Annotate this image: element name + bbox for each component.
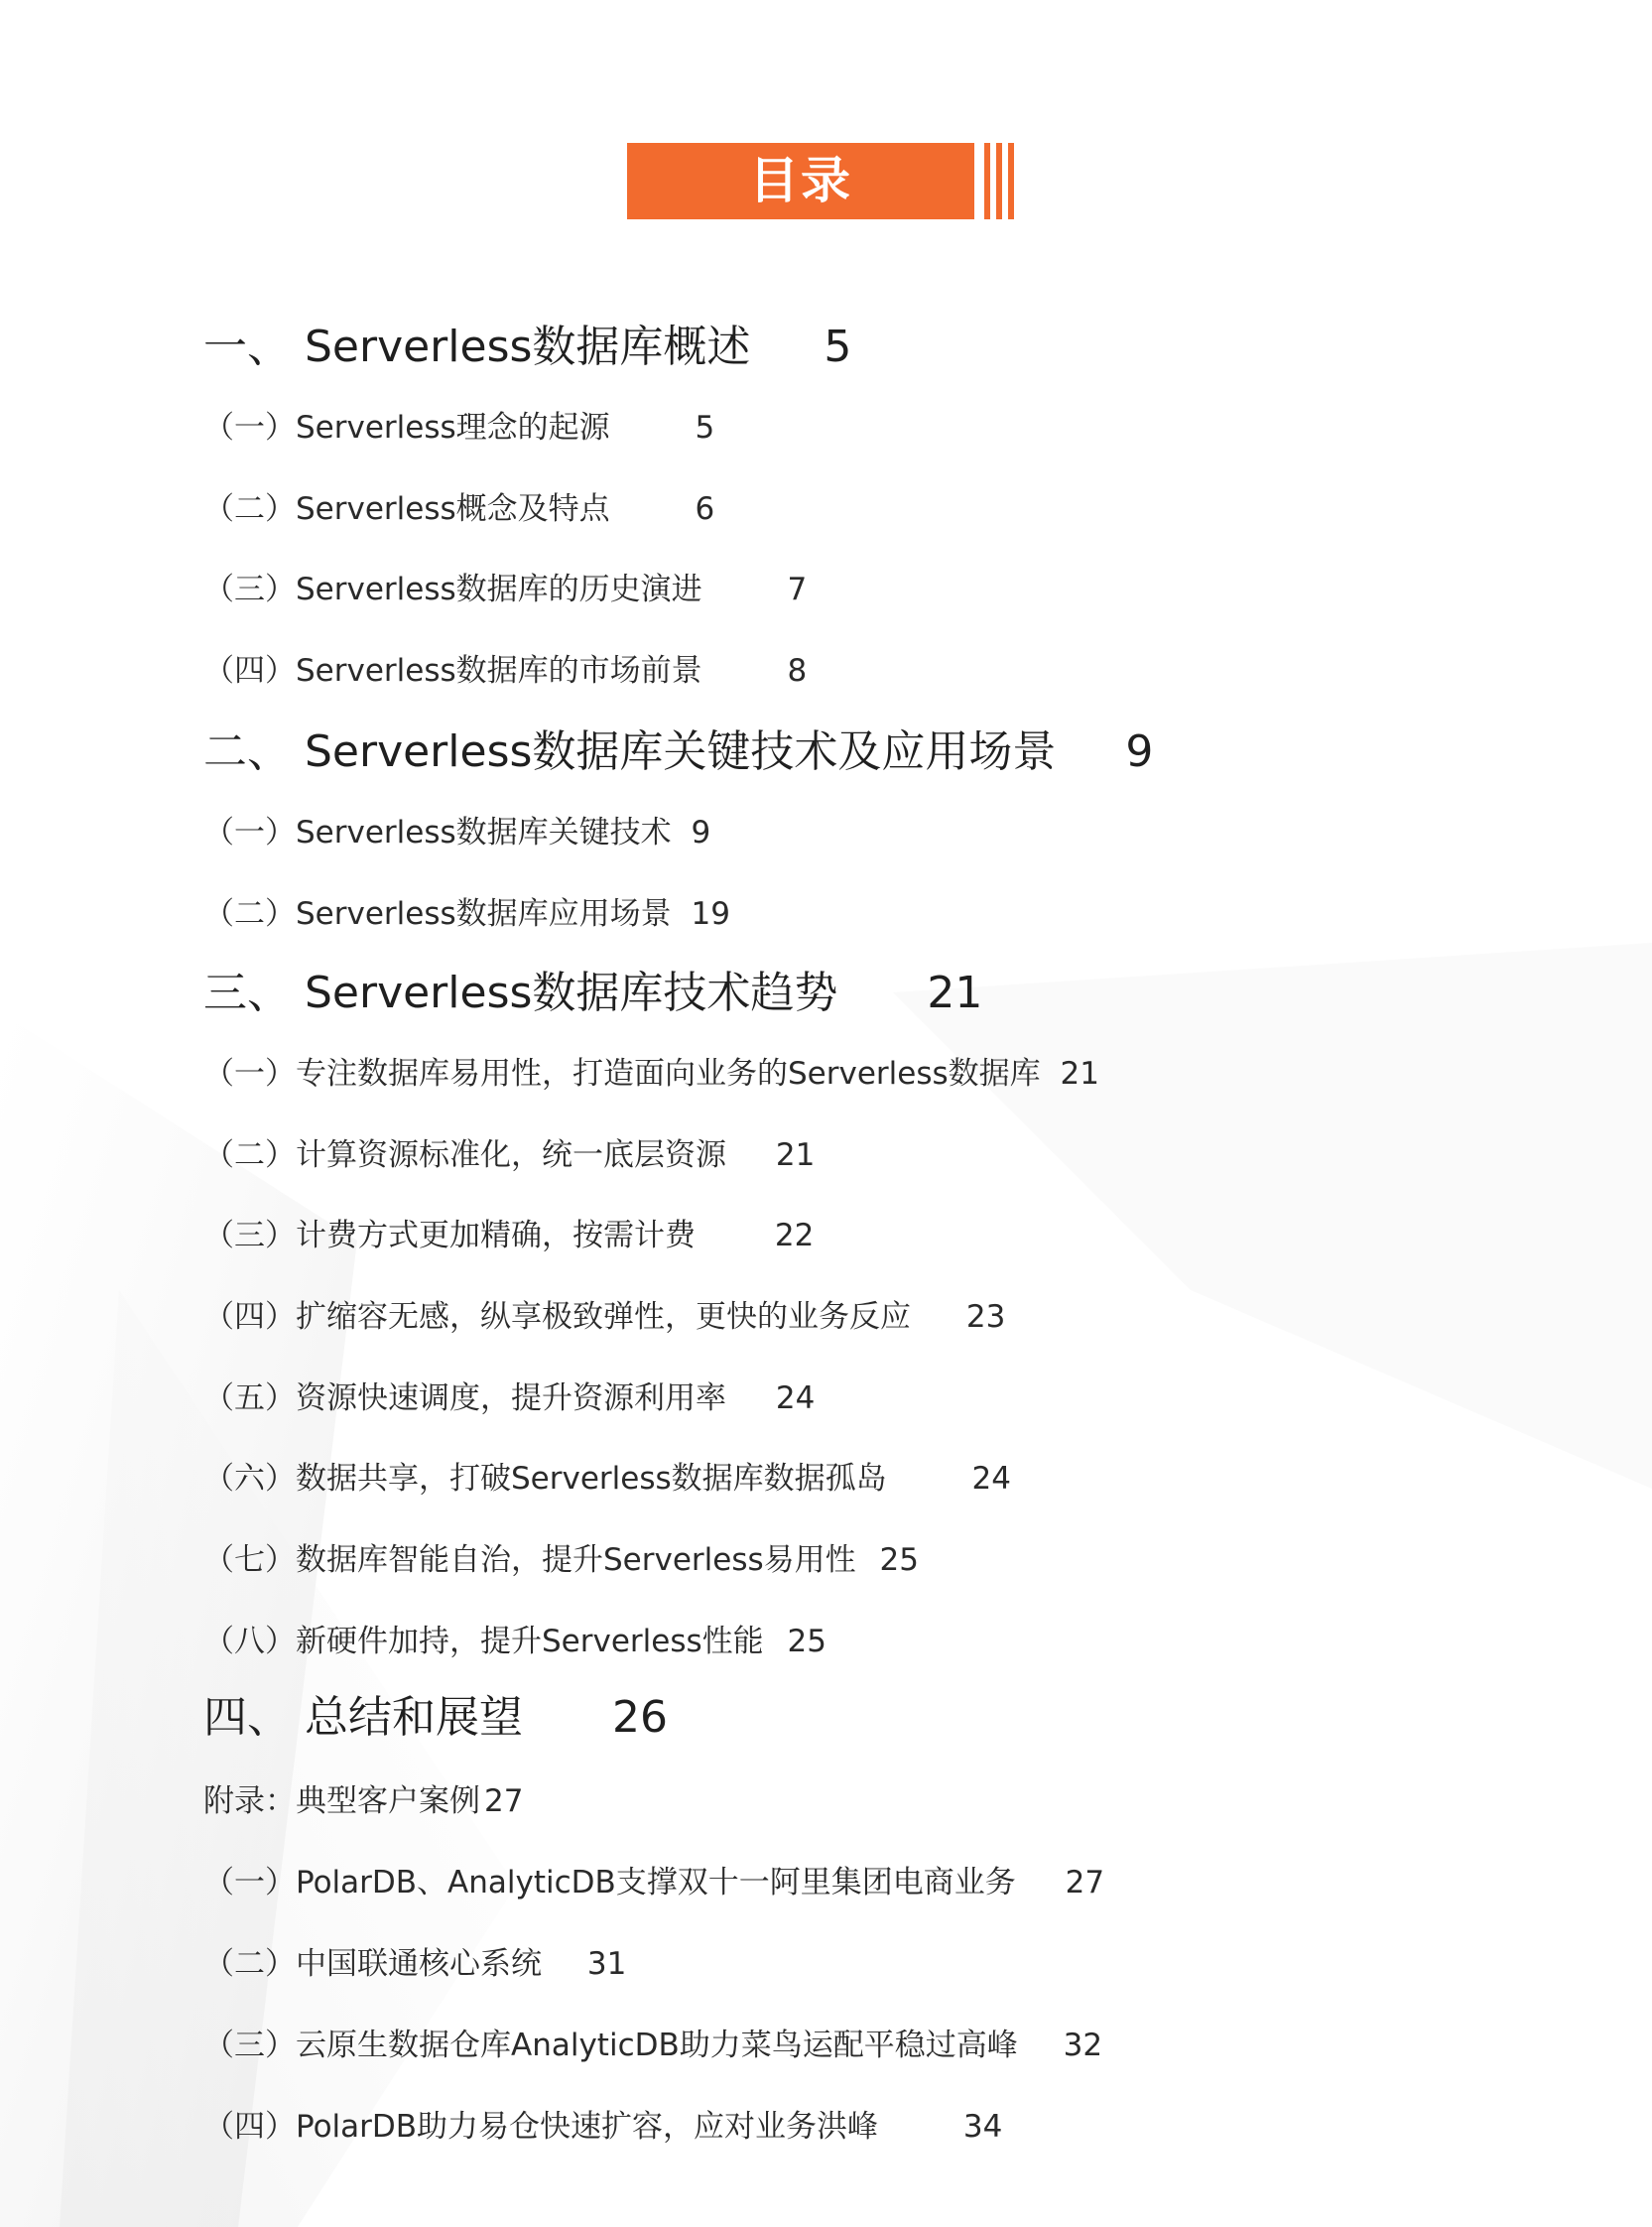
toc-entry[interactable] <box>203 1373 815 1417</box>
toc-entry[interactable] <box>203 2020 1102 2064</box>
toc-entry-text: 四、 总结和展望 <box>203 1692 523 1743</box>
toc-entry-text: （四）扩缩容无感，纵享极致弹性，更快的业务反应 <box>203 1299 911 1335</box>
toc-entry[interactable] <box>203 888 730 933</box>
toc-entry[interactable] <box>203 564 807 608</box>
toc-entry[interactable] <box>203 1938 626 1983</box>
toc-entry[interactable] <box>203 1129 815 1174</box>
toc-entry[interactable] <box>203 483 714 528</box>
title-accent-bar <box>984 143 990 219</box>
toc-entry-page: 5 <box>824 322 852 372</box>
toc-entry-page: 7 <box>787 572 808 607</box>
toc-entry-page: 21 <box>1060 1056 1099 1092</box>
toc-entry-text: 附录：典型客户案例 <box>203 1783 480 1819</box>
toc-entry[interactable] <box>203 645 807 690</box>
toc-entry-text: （三）Serverless数据库的历史演进 <box>203 572 702 607</box>
toc-entry-text: （一）PolarDB、AnalyticDB支撑双十一阿里集团电商业务 <box>203 1865 1016 1900</box>
toc-entry-text: （三）云原生数据仓库AnalyticDB助力菜鸟运配平稳过高峰 <box>203 2028 1018 2063</box>
toc-entry-text: （一）专注数据库易用性，打造面向业务的Serverless数据库 <box>203 1056 1041 1092</box>
toc-entry-page: 21 <box>927 968 983 1018</box>
toc-entry[interactable] <box>203 1616 826 1660</box>
toc-entry-page: 32 <box>1063 2028 1103 2063</box>
toc-entry-appendix[interactable] <box>203 1775 523 1820</box>
toc-entry-page: 21 <box>775 1137 816 1173</box>
toc-entry-section-4[interactable] <box>203 1681 668 1745</box>
toc-entry[interactable] <box>203 402 714 447</box>
toc-title: 目录 <box>627 143 974 219</box>
toc-entry-text: （二）计算资源标准化，统一底层资源 <box>203 1137 726 1173</box>
toc-entry-page: 27 <box>1065 1865 1105 1900</box>
toc-entry-page: 25 <box>879 1542 919 1578</box>
toc-entry-section-3[interactable] <box>203 957 982 1020</box>
toc-entry[interactable] <box>203 2101 1002 2146</box>
title-accent-bar <box>1008 143 1014 219</box>
toc-entry-text: （七）数据库智能自治，提升Serverless易用性 <box>203 1542 856 1578</box>
toc-entry-text: （五）资源快速调度，提升资源利用率 <box>203 1380 726 1416</box>
toc-entry-text: （四）Serverless数据库的市场前景 <box>203 653 702 689</box>
toc-entry[interactable] <box>203 1210 814 1254</box>
toc-title-banner <box>627 143 1014 219</box>
toc-entry[interactable] <box>203 1857 1104 1901</box>
toc-entry-page: 27 <box>484 1783 524 1819</box>
toc-entry-text: 一、 Serverless数据库概述 <box>203 322 751 372</box>
toc-entry[interactable] <box>203 1534 919 1579</box>
toc-entry-text: 二、 Serverless数据库关键技术及应用场景 <box>203 726 1057 777</box>
toc-entry-text: （四）PolarDB助力易仓快速扩容，应对业务洪峰 <box>203 2109 879 2145</box>
toc-entry-text: （八）新硬件加持，提升Serverless性能 <box>203 1624 764 1659</box>
toc-entry-text: （一）Serverless数据库关键技术 <box>203 815 672 851</box>
toc-entry-page: 25 <box>787 1624 826 1659</box>
toc-entry-page: 24 <box>775 1380 816 1416</box>
toc-entry[interactable] <box>203 1453 1011 1498</box>
toc-entry-page: 5 <box>695 410 715 446</box>
toc-entry-page: 26 <box>612 1692 668 1743</box>
toc-entry-text: （六）数据共享，打破Serverless数据库数据孤岛 <box>203 1461 887 1497</box>
toc-entry[interactable] <box>203 1291 1005 1336</box>
toc-entry-page: 6 <box>695 491 715 527</box>
toc-entry-page: 22 <box>774 1218 815 1253</box>
toc-entry-text: （二）中国联通核心系统 <box>203 1946 542 1982</box>
toc-entry-page: 23 <box>965 1299 1006 1335</box>
toc-entry-page: 8 <box>787 653 808 689</box>
toc-entry[interactable] <box>203 1048 1099 1093</box>
title-accent-bar <box>996 143 1002 219</box>
toc-entry-section-2[interactable] <box>203 716 1153 779</box>
toc-entry-text: （三）计费方式更加精确，按需计费 <box>203 1218 696 1253</box>
toc-entry-section-1[interactable] <box>203 311 851 374</box>
toc-entry-page: 24 <box>971 1461 1011 1497</box>
toc-entry-text: （二）Serverless概念及特点 <box>203 491 610 527</box>
toc-entry-text: （二）Serverless数据库应用场景 <box>203 896 672 932</box>
toc-entry-page: 19 <box>691 896 730 932</box>
toc-entry-page: 31 <box>586 1946 627 1982</box>
toc-entry-text: 三、 Serverless数据库技术趋势 <box>203 968 838 1018</box>
toc-entry-page: 34 <box>962 2109 1003 2145</box>
toc-entry[interactable] <box>203 807 710 852</box>
toc-entry-text: （一）Serverless理念的起源 <box>203 410 610 446</box>
toc-entry-page: 9 <box>1125 726 1154 777</box>
toc-entry-page: 9 <box>691 815 711 851</box>
